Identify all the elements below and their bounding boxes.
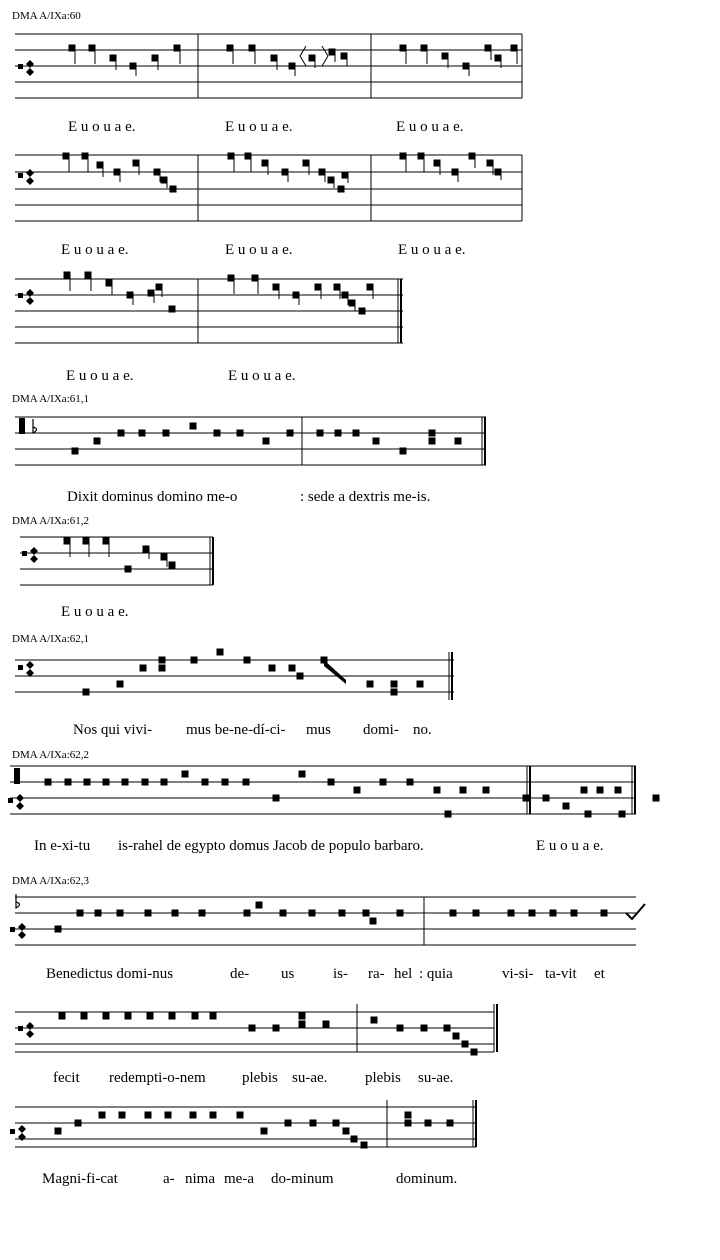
- note-head: [563, 803, 570, 810]
- note-head: [460, 787, 467, 794]
- note-head: [361, 1142, 368, 1149]
- lyric: E u o u a e.: [396, 119, 464, 135]
- note-head: [130, 63, 137, 70]
- lyric: et: [594, 966, 605, 982]
- note-head: [511, 45, 518, 52]
- note-head: [405, 1120, 412, 1127]
- c-clef-icon: [26, 1022, 34, 1038]
- note-head: [64, 272, 71, 279]
- note-head: [202, 779, 209, 786]
- note-head: [342, 172, 349, 179]
- note-head: [81, 1013, 88, 1020]
- note-head: [273, 795, 280, 802]
- note-head: [192, 1013, 199, 1020]
- note-head: [585, 811, 592, 818]
- f-clef-icon: [14, 768, 20, 784]
- note-head: [418, 153, 425, 160]
- lyric: ra-: [368, 966, 385, 982]
- note-head: [487, 160, 494, 167]
- clef-mark: [18, 293, 23, 298]
- c-clef-icon: [26, 60, 34, 76]
- clef-mark: [10, 1129, 15, 1134]
- note-head: [154, 169, 161, 176]
- note-head: [114, 169, 121, 176]
- clef-mark: [10, 927, 15, 932]
- note-head: [367, 681, 374, 688]
- note-head: [69, 45, 76, 52]
- clef-mark: [18, 64, 23, 69]
- lyric: In e-xi-tu: [34, 838, 91, 854]
- lyric: E u o u a e.: [536, 838, 604, 854]
- note-head: [447, 1120, 454, 1127]
- note-head: [210, 1112, 217, 1119]
- note-head: [282, 169, 289, 176]
- note-head: [169, 306, 176, 313]
- note-head: [159, 657, 166, 664]
- note-head: [335, 430, 342, 437]
- note-head: [174, 45, 181, 52]
- lyric: redempti-o-nem: [109, 1070, 206, 1086]
- note-head: [110, 55, 117, 62]
- note-head: [161, 779, 168, 786]
- lyric: E u o u a e.: [68, 119, 136, 135]
- note-head: [317, 430, 324, 437]
- section-label: DMA A/IXa:60: [12, 10, 81, 22]
- note-head: [495, 169, 502, 176]
- note-head: [359, 308, 366, 315]
- note-head: [391, 681, 398, 688]
- note-head: [601, 910, 608, 917]
- note-head: [653, 795, 660, 802]
- note-head: [328, 779, 335, 786]
- note-head: [169, 562, 176, 569]
- clef-mark: [18, 1026, 23, 1031]
- custos-icon: [626, 904, 645, 919]
- note-head: [429, 430, 436, 437]
- lyric: E u o u a e.: [225, 242, 293, 258]
- note-head: [94, 438, 101, 445]
- note-head: [161, 177, 168, 184]
- note-head: [172, 910, 179, 917]
- lyric: E u o u a e.: [225, 119, 293, 135]
- note-head: [214, 430, 221, 437]
- note-head: [65, 779, 72, 786]
- note-head: [529, 910, 536, 917]
- lyric: : sede a dextris me-is.: [300, 489, 431, 505]
- note-head: [391, 689, 398, 696]
- note-head: [169, 1013, 176, 1020]
- note-head: [323, 1021, 330, 1028]
- note-head: [83, 538, 90, 545]
- note-head: [351, 1136, 358, 1143]
- clef-mark: [18, 173, 23, 178]
- note-head: [463, 63, 470, 70]
- c-clef-icon: [18, 923, 26, 939]
- note-head: [550, 910, 557, 917]
- lyric: us: [281, 966, 295, 982]
- note-head: [285, 1120, 292, 1127]
- note-head: [72, 448, 79, 455]
- note-head: [287, 430, 294, 437]
- note-head: [429, 438, 436, 445]
- note-head: [182, 771, 189, 778]
- note-head: [319, 169, 326, 176]
- note-head: [55, 926, 62, 933]
- note-head: [310, 1120, 317, 1127]
- note-head: [148, 290, 155, 297]
- note-head: [97, 162, 104, 169]
- note-head: [244, 910, 251, 917]
- note-head: [434, 160, 441, 167]
- note-head: [127, 292, 134, 299]
- lyric: is-rahel de egypto domus Jacob de populo barbaro.: [118, 838, 424, 854]
- note-head: [450, 910, 457, 917]
- note-head: [145, 910, 152, 917]
- note-head: [338, 186, 345, 193]
- note-head: [249, 1025, 256, 1032]
- note-head: [339, 910, 346, 917]
- note-head: [581, 787, 588, 794]
- note-head: [139, 430, 146, 437]
- note-head: [142, 779, 149, 786]
- note-head: [170, 186, 177, 193]
- note-head: [421, 45, 428, 52]
- note-head: [380, 779, 387, 786]
- note-head: [297, 673, 304, 680]
- c-clef-icon: [30, 547, 38, 563]
- note-head: [122, 779, 129, 786]
- note-head: [299, 1021, 306, 1028]
- note-head: [125, 566, 132, 573]
- note-head: [334, 284, 341, 291]
- note-head: [103, 779, 110, 786]
- lyric: hel: [394, 966, 413, 982]
- note-head: [228, 275, 235, 282]
- note-head: [163, 430, 170, 437]
- note-head: [191, 657, 198, 664]
- note-head: [483, 787, 490, 794]
- note-head: [453, 1033, 460, 1040]
- note-head: [405, 1112, 412, 1119]
- lyric: do-minum: [271, 1171, 334, 1187]
- lyric: E u o u a e.: [61, 242, 129, 258]
- note-head: [59, 1013, 66, 1020]
- lyric: mus be-ne-dí-ci-: [186, 722, 286, 738]
- note-head: [77, 910, 84, 917]
- note-head: [95, 910, 102, 917]
- note-head: [222, 779, 229, 786]
- lyric: plebis: [365, 1070, 401, 1086]
- note-head: [342, 292, 349, 299]
- note-head: [256, 902, 263, 909]
- note-head: [165, 1112, 172, 1119]
- section-label: DMA A/IXa:61,1: [12, 393, 89, 405]
- note-head: [354, 787, 361, 794]
- lyric: E u o u a e.: [398, 242, 466, 258]
- note-head: [117, 681, 124, 688]
- note-head: [228, 153, 235, 160]
- note-head: [619, 811, 626, 818]
- c-clef-icon: [16, 794, 24, 810]
- note-head: [55, 1128, 62, 1135]
- section-label: DMA A/IXa:62,3: [12, 875, 89, 887]
- note-head: [349, 300, 356, 307]
- note-head: [373, 438, 380, 445]
- note-head: [271, 55, 278, 62]
- note-head: [89, 45, 96, 52]
- note-head: [245, 153, 252, 160]
- lyric: fecit: [53, 1070, 80, 1086]
- lyric: E u o u a e.: [66, 368, 134, 384]
- note-head: [82, 153, 89, 160]
- note-head: [343, 1128, 350, 1135]
- note-head: [147, 1013, 154, 1020]
- note-head: [269, 665, 276, 672]
- note-head: [103, 1013, 110, 1020]
- note-head: [363, 910, 370, 917]
- note-head: [407, 779, 414, 786]
- note-head: [133, 160, 140, 167]
- c-clef-icon: [26, 661, 34, 677]
- note-head: [244, 657, 251, 664]
- lyric: is-: [333, 966, 348, 982]
- note-head: [63, 153, 70, 160]
- note-head: [280, 910, 287, 917]
- note-head: [400, 448, 407, 455]
- note-head: [190, 423, 197, 430]
- lyric: no.: [413, 722, 432, 738]
- bracket: [322, 46, 328, 66]
- note-head: [455, 438, 462, 445]
- lyric: Benedictus domi-nus: [46, 966, 174, 982]
- lyric: de-: [230, 966, 250, 982]
- note-head: [417, 681, 424, 688]
- lyric: Nos qui vivi-: [73, 722, 153, 738]
- note-head: [371, 1017, 378, 1024]
- note-head: [289, 665, 296, 672]
- lyric: Dixit dominus domino me-o: [67, 489, 238, 505]
- clef-mark: [18, 665, 23, 670]
- note-head: [353, 430, 360, 437]
- note-head: [117, 910, 124, 917]
- note-head: [84, 779, 91, 786]
- note-head: [64, 538, 71, 545]
- lyric: ta-vit: [545, 966, 577, 982]
- note-head: [445, 811, 452, 818]
- note-head: [485, 45, 492, 52]
- note-head: [262, 160, 269, 167]
- note-head: [442, 53, 449, 60]
- note-head: [309, 55, 316, 62]
- note-head: [210, 1013, 217, 1020]
- note-head: [273, 1025, 280, 1032]
- note-head: [400, 153, 407, 160]
- note-head: [237, 1112, 244, 1119]
- note-head: [397, 1025, 404, 1032]
- note-head: [421, 1025, 428, 1032]
- note-head: [315, 284, 322, 291]
- note-head: [434, 787, 441, 794]
- lyric: plebis: [242, 1070, 278, 1086]
- note-head: [597, 787, 604, 794]
- note-head: [143, 546, 150, 553]
- note-head: [273, 284, 280, 291]
- note-head: [140, 665, 147, 672]
- note-head: [495, 55, 502, 62]
- note-head: [119, 1112, 126, 1119]
- lyric: mus: [306, 722, 332, 738]
- lyric: Magni-fi-cat: [42, 1171, 118, 1187]
- note-head: [83, 689, 90, 696]
- note-head: [152, 55, 159, 62]
- note-head: [328, 177, 335, 184]
- note-head: [543, 795, 550, 802]
- note-head: [523, 795, 530, 802]
- note-head: [156, 284, 163, 291]
- note-head: [106, 280, 113, 287]
- ligature: [324, 660, 346, 684]
- clef-mark: [22, 551, 27, 556]
- note-head: [469, 153, 476, 160]
- note-head: [333, 1120, 340, 1127]
- flat-icon: [33, 419, 37, 433]
- note-head: [444, 1025, 451, 1032]
- note-head: [341, 53, 348, 60]
- note-head: [249, 45, 256, 52]
- note-head: [190, 1112, 197, 1119]
- note-head: [400, 45, 407, 52]
- note-head: [425, 1120, 432, 1127]
- note-head: [473, 910, 480, 917]
- lyric: vi-si-: [502, 966, 534, 982]
- lyric: me-a: [224, 1171, 254, 1187]
- note-head: [289, 63, 296, 70]
- note-head: [252, 275, 259, 282]
- note-head: [452, 169, 459, 176]
- note-head: [103, 538, 110, 545]
- lyric: su-ae.: [292, 1070, 328, 1086]
- note-head: [75, 1120, 82, 1127]
- clef-mark: [8, 798, 13, 803]
- note-head: [159, 665, 166, 672]
- lyric: domi-: [363, 722, 399, 738]
- note-head: [293, 292, 300, 299]
- note-head: [370, 918, 377, 925]
- c-clef-icon: [26, 289, 34, 305]
- f-clef-icon: [19, 418, 25, 434]
- note-head: [299, 1013, 306, 1020]
- note-head: [397, 910, 404, 917]
- note-head: [161, 554, 168, 561]
- lyric: E u o u a e.: [61, 604, 129, 620]
- note-head: [125, 1013, 132, 1020]
- lyric: dominum.: [396, 1171, 458, 1187]
- note-head: [85, 272, 92, 279]
- note-head: [243, 779, 250, 786]
- note-head: [199, 910, 206, 917]
- note-head: [45, 779, 52, 786]
- note-head: [118, 430, 125, 437]
- note-head: [261, 1128, 268, 1135]
- flat-icon: [16, 894, 20, 908]
- c-clef-icon: [26, 169, 34, 185]
- bracket: [300, 46, 306, 66]
- note-head: [299, 771, 306, 778]
- note-head: [303, 160, 310, 167]
- section-label: DMA A/IXa:62,1: [12, 633, 89, 645]
- lyric: a-: [163, 1171, 175, 1187]
- note-head: [227, 45, 234, 52]
- note-head: [309, 910, 316, 917]
- note-head: [237, 430, 244, 437]
- lyric: su-ae.: [418, 1070, 454, 1086]
- lyric: nima: [185, 1171, 215, 1187]
- note-head: [329, 49, 336, 56]
- note-head: [217, 649, 224, 656]
- note-head: [263, 438, 270, 445]
- note-head: [145, 1112, 152, 1119]
- section-label: DMA A/IXa:62,2: [12, 749, 89, 761]
- note-head: [99, 1112, 106, 1119]
- lyric: E u o u a e.: [228, 368, 296, 384]
- note-head: [508, 910, 515, 917]
- lyric: : quia: [419, 966, 453, 982]
- note-head: [367, 284, 374, 291]
- note-head: [462, 1041, 469, 1048]
- note-head: [571, 910, 578, 917]
- note-head: [615, 787, 622, 794]
- section-label: DMA A/IXa:61,2: [12, 515, 89, 527]
- note-head: [471, 1049, 478, 1056]
